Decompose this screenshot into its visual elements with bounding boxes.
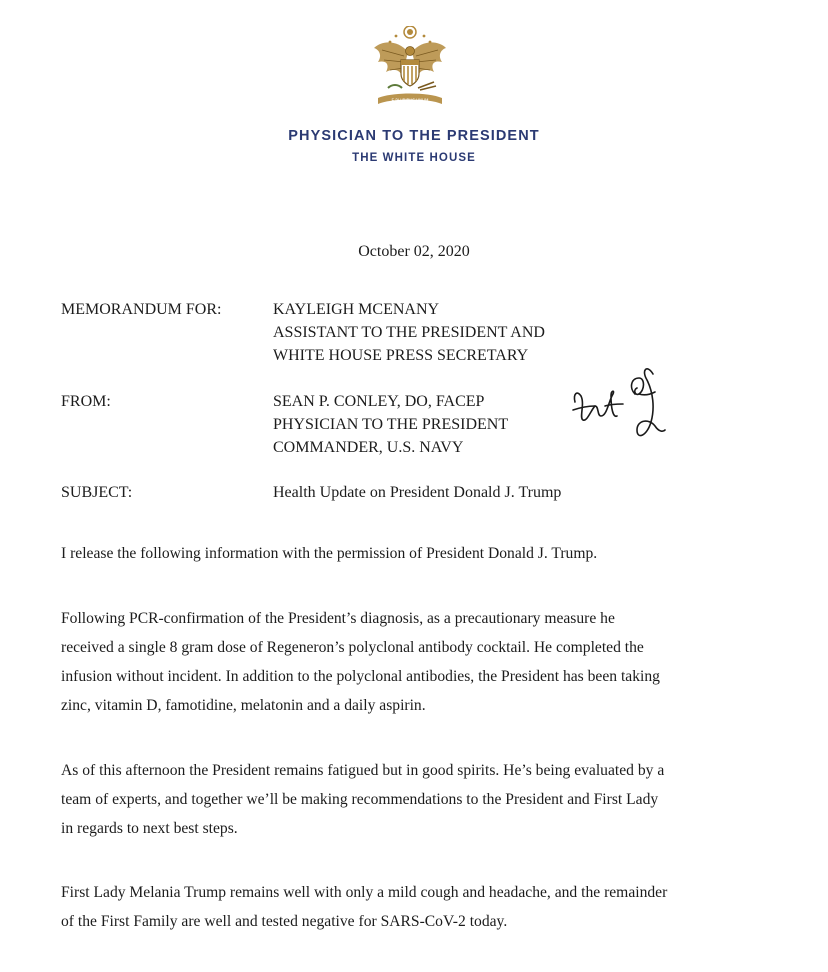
body-paragraph: [61, 878, 781, 936]
presidential-seal-icon: [368, 26, 452, 114]
subject-label: SUBJECT:: [61, 484, 133, 501]
paragraph-line: infusion without incident. In addition to the polyclonal antibodies, the President has been taking: [61, 668, 660, 685]
paragraph-line: First Lady Melania Trump remains well with only a mild cough and headache, and the remainder: [61, 884, 668, 901]
memo-for-label: MEMORANDUM FOR:: [61, 301, 222, 318]
from-line: PHYSICIAN TO THE PRESIDENT: [273, 416, 509, 433]
paragraph-line: received a single 8 gram dose of Regeneron’s polyclonal antibody cocktail. He completed the: [61, 639, 644, 656]
from-label: FROM:: [61, 393, 111, 410]
paragraph-line: As of this afternoon the President remains fatigued but in good spirits. He’s being evaluated by a: [61, 762, 665, 779]
paragraph-line: I release the following information with the permission of President Donald J. Trump.: [61, 545, 598, 562]
svg-text:E PLURIBUS UNUM: E PLURIBUS UNUM: [391, 98, 429, 103]
body-paragraph: [61, 604, 781, 720]
from-value: [273, 390, 508, 459]
memo-for-line: WHITE HOUSE PRESS SECRETARY: [273, 347, 529, 364]
paragraph-line: in regards to next best steps.: [61, 820, 238, 837]
body-paragraph: [61, 756, 781, 843]
letterhead-subtitle: THE WHITE HOUSE: [352, 152, 476, 164]
memo-date: October 02, 2020: [358, 243, 470, 260]
memo-for-value: [273, 298, 545, 367]
paragraph-line: Following PCR-confirmation of the President’s diagnosis, as a precautionary measure he: [61, 610, 615, 627]
handwritten-signature: [565, 360, 677, 450]
body-paragraph: [61, 539, 781, 568]
letterhead-title: PHYSICIAN TO THE PRESIDENT: [288, 128, 540, 144]
subject-value: Health Update on President Donald J. Trump: [273, 484, 562, 501]
paragraph-line: team of experts, and together we’ll be making recommendations to the President and First Lady: [61, 791, 659, 808]
memo-for-line: KAYLEIGH MCENANY: [273, 301, 440, 318]
from-line: SEAN P. CONLEY, DO, FACEP: [273, 393, 485, 410]
from-line: COMMANDER, U.S. NAVY: [273, 439, 464, 456]
paragraph-line: of the First Family are well and tested negative for SARS-CoV-2 today.: [61, 913, 508, 930]
paragraph-line: zinc, vitamin D, famotidine, melatonin and a daily aspirin.: [61, 697, 426, 714]
memo-for-line: ASSISTANT TO THE PRESIDENT AND: [273, 324, 545, 341]
